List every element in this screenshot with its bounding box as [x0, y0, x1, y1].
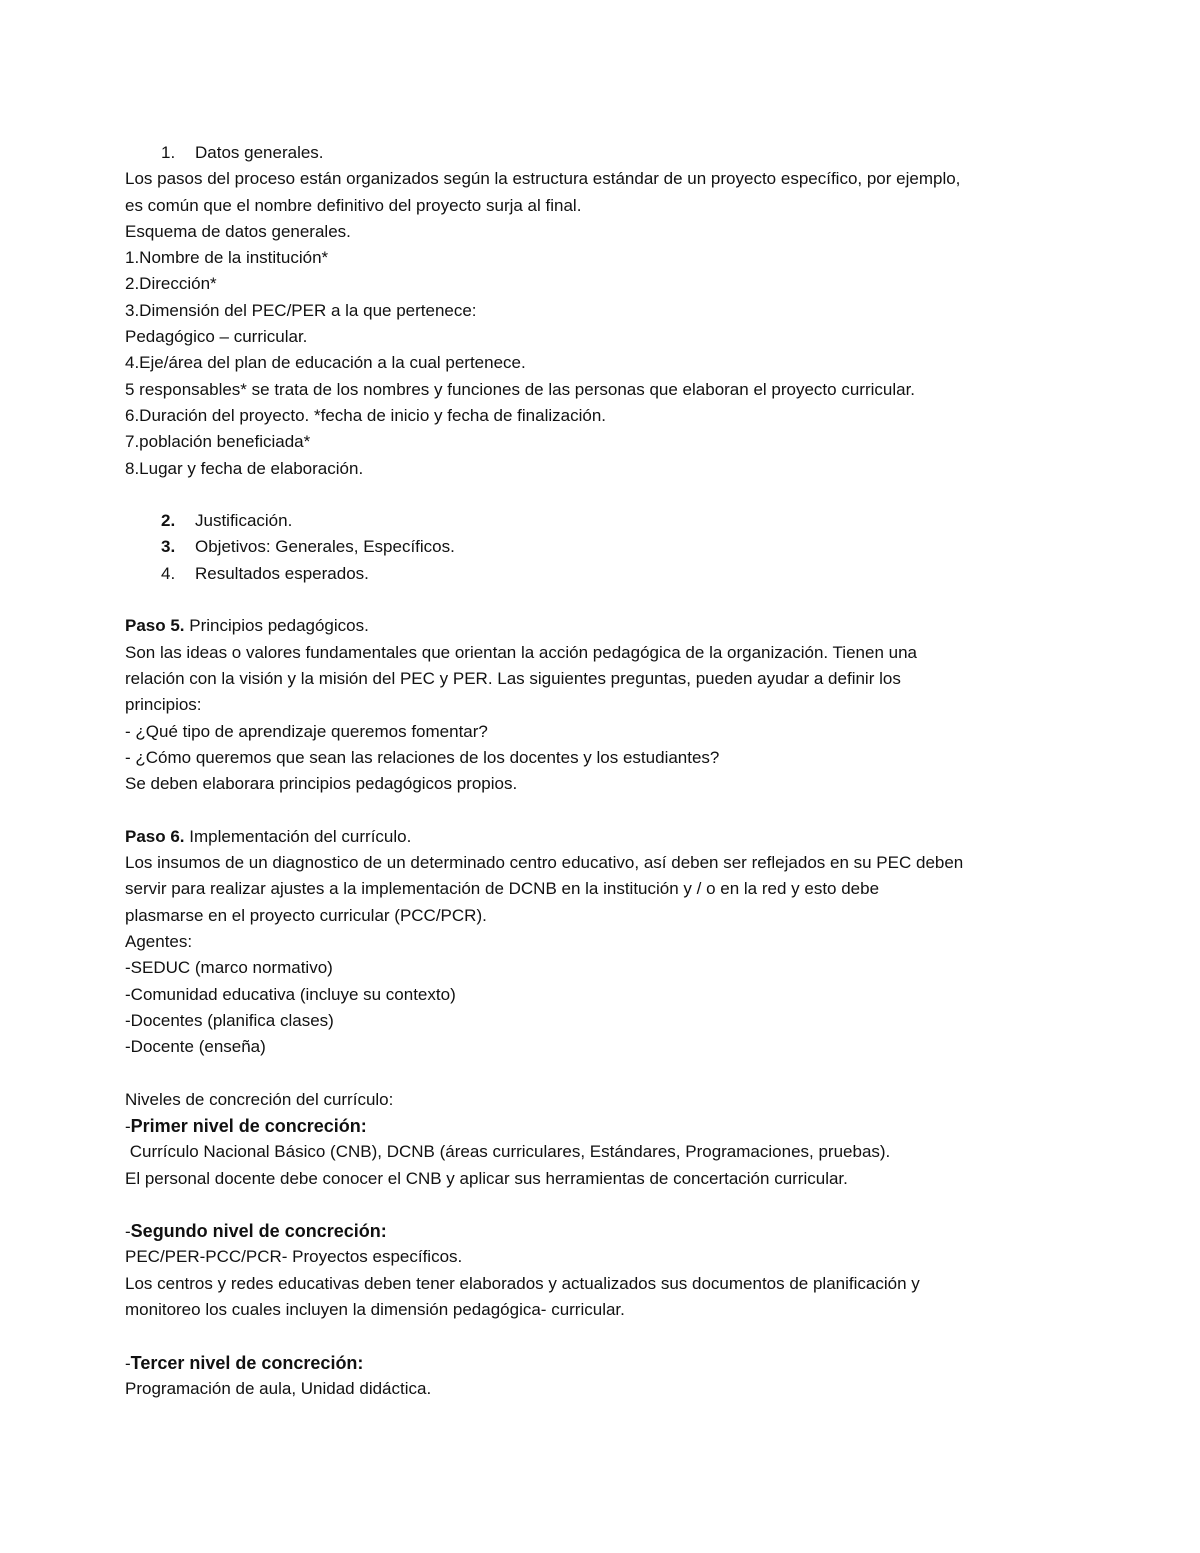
paso5-label: Paso 5. [125, 616, 185, 636]
paragraph-line: El personal docente debe conocer el CNB y aplicar sus herramientas de concertación curricular. [125, 1168, 848, 1188]
list-item [125, 508, 1095, 534]
paso5-title: Principios pedagógicos. [189, 616, 369, 636]
list-number: 3. [161, 537, 176, 557]
schema-item: 2.Dirección* [125, 274, 217, 294]
paragraph-line: Se deben elaborara principios pedagógicos propios. [125, 774, 518, 794]
paso6-label: Paso 6. [125, 826, 185, 846]
question-line: - ¿Qué tipo de aprendizaje queremos fomentar? [125, 721, 488, 741]
paragraph-line: PEC/PER-PCC/PCR- Proyectos específicos. [125, 1247, 463, 1267]
paso5-heading [125, 613, 1095, 639]
paragraph-line: plasmarse en el proyecto curricular (PCC/PCR). [125, 905, 487, 925]
document-body [125, 140, 1095, 1402]
schema-item: 1.Nombre de la institución* [125, 248, 329, 268]
spacer [125, 1323, 1095, 1349]
spacer [125, 482, 1095, 508]
schema-title: Esquema de datos generales. [125, 221, 351, 241]
paragraph-line: monitoreo los cuales incluyen la dimensión pedagógica- curricular. [125, 1300, 625, 1320]
schema-item: Pedagógico – curricular. [125, 327, 308, 347]
spacer [125, 1060, 1095, 1086]
section-1-heading [125, 140, 1095, 166]
list-text: Resultados esperados. [195, 563, 369, 583]
agentes-title: Agentes: [125, 931, 193, 951]
agente-item: -SEDUC (marco normativo) [125, 958, 333, 978]
list-text: Datos generales. [195, 143, 324, 162]
schema-item: 4.Eje/área del plan de educación a la cual pertenece. [125, 353, 526, 373]
spacer [125, 797, 1095, 823]
spacer [125, 587, 1095, 613]
schema-item: 3.Dimensión del PEC/PER a la que pertenece: [125, 300, 477, 320]
paragraph-line: es común que el nombre definitivo del proyecto surja al final. [125, 195, 582, 215]
segundo-nivel-title: Segundo nivel de concreción: [130, 1221, 387, 1242]
paragraph-line: Los pasos del proceso están organizados según la estructura estándar de un proyecto específico, por ejemplo, [125, 169, 961, 189]
heading-prefix: - [125, 1116, 131, 1136]
paragraph-line: Los centros y redes educativas deben tener elaborados y actualizados sus documentos de planificación y [125, 1273, 920, 1293]
list-number: 1. [161, 143, 176, 162]
list-number: 4. [161, 563, 176, 583]
primer-nivel-title: Primer nivel de concreción: [130, 1115, 367, 1136]
list-item [125, 534, 1095, 560]
agente-item: -Comunidad educativa (incluye su contexto) [125, 984, 456, 1004]
primer-nivel-heading [125, 1113, 1095, 1139]
list-item [125, 561, 1095, 587]
agente-item: -Docentes (planifica clases) [125, 1010, 334, 1030]
paragraph-line: Currículo Nacional Básico (CNB), DCNB (áreas curriculares, Estándares, Programaciones, pruebas). [125, 1142, 891, 1162]
schema-item: 6.Duración del proyecto. *fecha de inicio y fecha de finalización. [125, 405, 607, 425]
paragraph-line: servir para realizar ajustes a la implementación de DCNB en la institución y / o en la red y esto debe [125, 879, 880, 899]
paso6-heading [125, 824, 1095, 850]
list-number: 2. [161, 511, 176, 531]
schema-item: 5 responsables* se trata de los nombres y funciones de las personas que elaboran el proyecto curricular. [125, 379, 916, 399]
heading-prefix: - [125, 1222, 131, 1242]
paso6-title: Implementación del currículo. [189, 826, 412, 846]
paragraph-line: Los insumos de un diagnostico de un determinado centro educativo, así deben ser reflejados en su PEC deben [125, 853, 964, 873]
niveles-title: Niveles de concreción del currículo: [125, 1089, 394, 1109]
schema-item: 8.Lugar y fecha de elaboración. [125, 458, 364, 478]
list-text: Objetivos: Generales, Específicos. [195, 537, 455, 557]
paragraph-line: Programación de aula, Unidad didáctica. [125, 1378, 432, 1398]
list-text: Justificación. [195, 511, 293, 531]
spacer [125, 1192, 1095, 1218]
tercer-nivel-heading [125, 1350, 1095, 1376]
tercer-nivel-title: Tercer nivel de concreción: [130, 1352, 364, 1373]
agente-item: -Docente (enseña) [125, 1037, 266, 1057]
paragraph-line: Son las ideas o valores fundamentales que orientan la acción pedagógica de la organización. Tienen una [125, 642, 917, 662]
heading-prefix: - [125, 1353, 131, 1373]
question-line: - ¿Cómo queremos que sean las relaciones de los docentes y los estudiantes? [125, 747, 720, 767]
paragraph-line: relación con la visión y la misión del PEC y PER. Las siguientes preguntas, pueden ayudar a definir los [125, 668, 901, 688]
schema-item: 7.población beneficiada* [125, 432, 311, 452]
paragraph-line: principios: [125, 695, 202, 715]
segundo-nivel-heading [125, 1218, 1095, 1244]
